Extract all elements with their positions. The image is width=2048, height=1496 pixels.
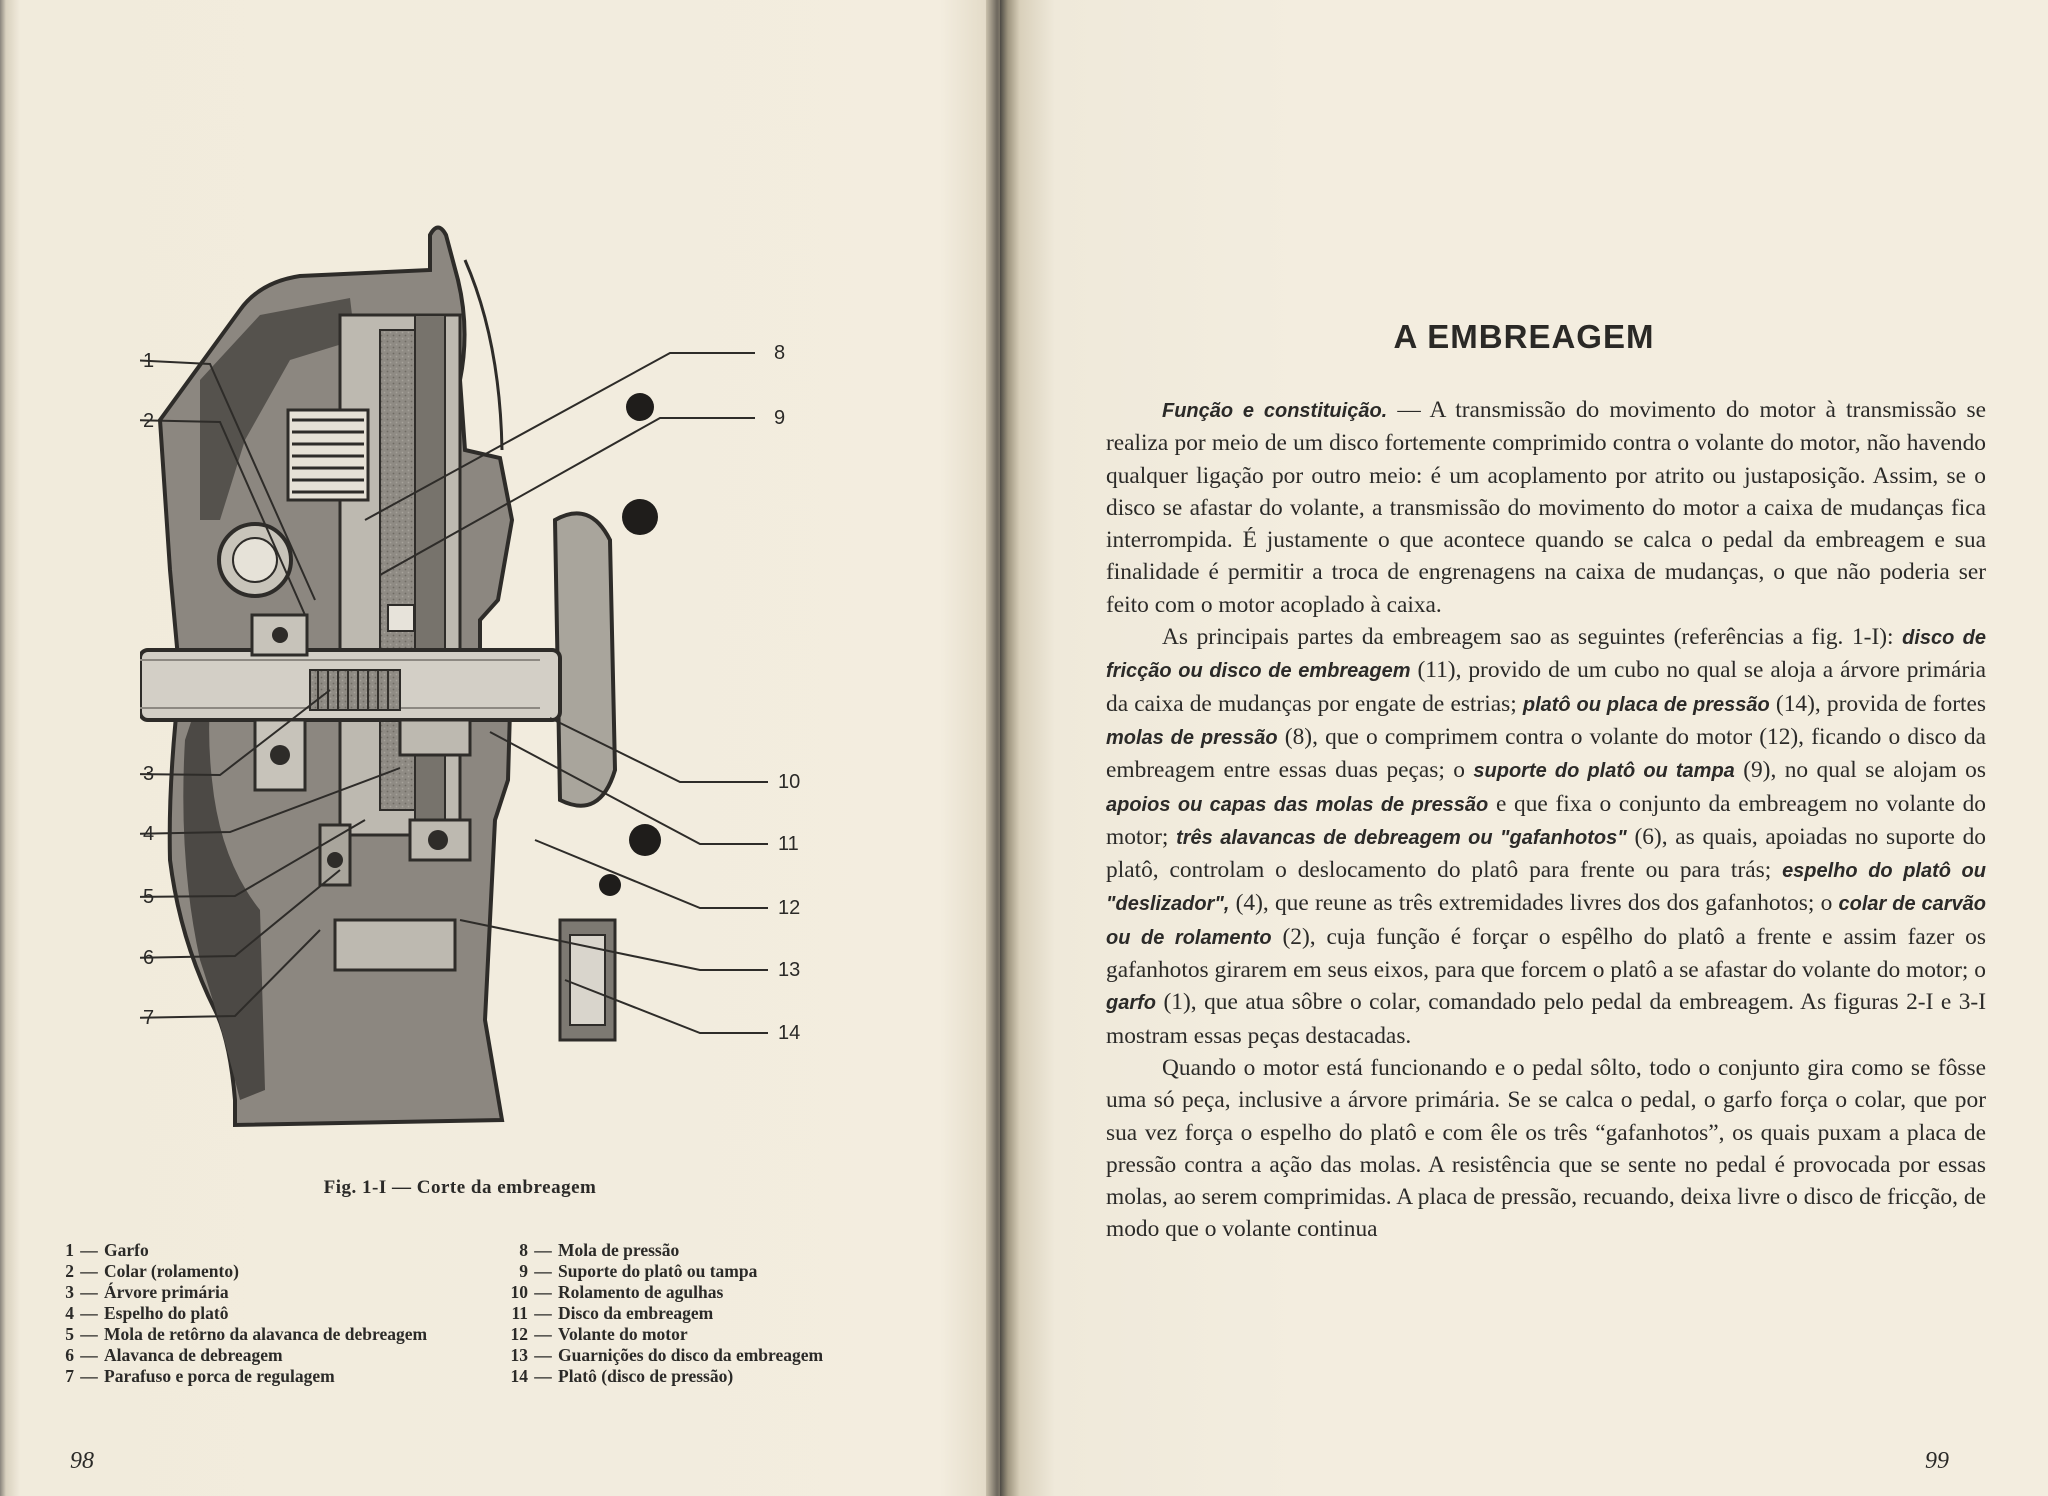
callout-8: 8 — [774, 342, 786, 364]
paragraph-text: As principais partes da embreagem sao as seguintes (referências a fig. 1-I): — [1162, 624, 1903, 651]
legend-left — [46, 1240, 466, 1387]
legend-item: 9 — Suporte do platô ou tampa — [519, 1261, 758, 1281]
bold-term: disco de fricção ou disco de embreagem — [1106, 627, 1986, 683]
paragraph-text: (6), as quais, apoiadas no suporte do platô, controlam o deslocamento do platô para frente ou para trás; — [1106, 823, 1987, 884]
callout-11: 11 — [778, 833, 799, 855]
paragraph-text: (11), provido de um cubo no qual se aloja a árvore primária da caixa de mudanças por engate de estrias; — [1106, 657, 1986, 717]
page-number-right: 99 — [1925, 1448, 1949, 1474]
legend-item: 2 — Colar (rolamento) — [65, 1261, 239, 1281]
legend-item: 14 — Platô (disco de pressão) — [510, 1366, 734, 1386]
paragraph-text: e que fixa o conjunto da embreagem no volante do motor; — [1106, 790, 1986, 850]
callout-14: 14 — [778, 1022, 801, 1044]
bold-term: molas de pressão — [1106, 726, 1278, 749]
callout-1: 1 — [143, 350, 155, 372]
bold-term: platô ou placa de pressão — [1522, 693, 1770, 716]
paragraph-text: (2), cuja função é forçar o espêlho do platô a frente e assim fazer os gafanhotos girarem em seus eixos, para que forcem o platô a se afastar do volante do motor; o — [1106, 923, 1986, 984]
paragraph-text: (14), provida de fortes — [1769, 690, 1986, 717]
body-text — [1106, 394, 1986, 1246]
legend-right — [500, 1240, 930, 1387]
paragraph-text: (1), que atua sôbre o colar, comandado pelo pedal da embreagem. As figuras 2-I e 3-I mostram essas peças destacadas. — [1106, 989, 1986, 1049]
paragraph-1 — [1106, 394, 1986, 621]
callout-13: 13 — [778, 959, 801, 981]
legend-item: 6 — Alavanca de debreagem — [65, 1345, 283, 1365]
callout-3: 3 — [143, 763, 155, 785]
legend-item: 11 — Disco da embreagem — [511, 1303, 714, 1323]
bold-term: garfo — [1106, 992, 1156, 1015]
bold-term: espelho do platô ou "deslizador", — [1106, 860, 1986, 916]
paragraph-text: (9), no qual se alojam os — [1734, 757, 1986, 784]
legend-item: 7 — Parafuso e porca de regulagem — [65, 1366, 335, 1386]
legend-item: 4 — Espelho do platô — [65, 1303, 229, 1323]
bold-term: três alavancas de debreagem ou "gafanhotos" — [1176, 826, 1627, 849]
callout-9: 9 — [774, 407, 786, 429]
callout-10: 10 — [778, 771, 801, 793]
callout-6: 6 — [143, 947, 155, 969]
paragraph-3: Quando o motor está funcionando e o pedal sôlto, todo o conjunto gira como se fôsse uma só peça, inclusive a árvore primária. Se se calca o pedal, o garfo força o colar, que por sua vez força o espelho do platô e com êle os três “gafanhotos”, os quais puxam a placa de pressão contra a ação das molas. A resistência que se sente no pedal é provocada por essas molas, ao serem comprimidas. A placa de pressão, recuando, deixa livre o disco de fricção, de modo que o volante continua — [1106, 1054, 1986, 1243]
legend-item: 1 — Garfo — [65, 1240, 149, 1260]
legend-item: 12 — Volante do motor — [510, 1324, 688, 1344]
bold-term: suporte do platô ou tampa — [1473, 760, 1735, 783]
left-page — [0, 0, 1000, 1496]
callout-7: 7 — [143, 1007, 155, 1029]
legend-item: 3 — Árvore primária — [65, 1282, 229, 1302]
bold-term: apoios ou capas das molas de pressão — [1106, 793, 1489, 816]
page-number-left: 98 — [70, 1448, 94, 1474]
paragraph-text: (4), que reune as três extremidades livres dos dos gafanhotos; o — [1229, 890, 1839, 917]
callout-2: 2 — [143, 410, 155, 432]
paragraph-text: — A transmissão do movimento do motor à transmissão se realiza por meio de um disco fortemente comprimido contra o volante do motor, não havendo qualquer ligação por outro meio: é um acoplamento por atrito ou justaposição. Assim, se o disco se afastar do volante, a transmissão do movimento do motor a caixa de mudanças fica interrompida. É justamente o que acontece quando se calca o pedal da embreagem e sua finalidade é permitir a troca de engrenagens na caixa de mudanças, o que não poderia ser feito com o motor acoplado à caixa. — [1106, 397, 1986, 618]
callout-5: 5 — [143, 886, 155, 908]
paragraph-text: (8), que o comprimem contra o volante do motor (12), ficando o disco da embreagem entre essas duas peças; o — [1106, 723, 1986, 784]
right-page — [1000, 0, 2048, 1496]
paragraph-2 — [1106, 621, 1986, 1052]
callout-4: 4 — [143, 823, 155, 845]
legend-item: 8 — Mola de pressão — [519, 1240, 680, 1260]
callout-12: 12 — [778, 897, 801, 919]
bold-term: colar de carvão ou de rolamento — [1106, 893, 1987, 949]
legend-item: 10 — Rolamento de agulhas — [510, 1282, 724, 1302]
bold-term: Função e constituição. — [1162, 400, 1388, 422]
legend-item: 13 — Guarnições do disco da embreagem — [510, 1345, 824, 1365]
chapter-title: A EMBREAGEM — [1393, 318, 1655, 355]
figure-caption: Fig. 1-I — Corte da embreagem — [323, 1177, 597, 1198]
legend-item: 5 — Mola de retôrno da alavanca de debreagem — [65, 1324, 428, 1344]
